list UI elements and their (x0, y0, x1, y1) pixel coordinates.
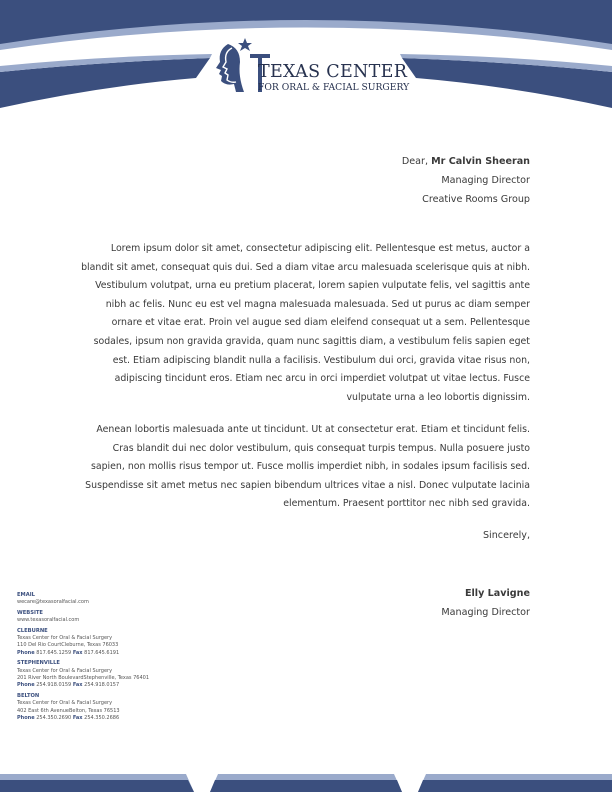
body-paragraph-1: Lorem ipsum dolor sit amet, consectetur adipiscing elit. Pellentesque est metus, auctor a blandit sit amet, consequat quis dui. Sed a diam vitae arcu malesuada scelerisque quis at nibh. Vestibulum volutpat, urna eu pretium placerat, lorem sapien vulputate felis, vel sagittis ante nibh ac felis. Nunc eu est vel magna malesuada malesuada. Sed ut purus ac diam semper ornare et vitae erat. Proin vel augue sed diam eleifend consequat ut a sem. Pellentesque sodales, ipsum non gravida gravida, quam nunc sagittis diam, a vestibulum felis sapien eget est. Etiam adipiscing blandit nulla a facilisis. Vestibulum dui orci, gravida vitae risus non, adipiscing tincidunt eros. Etiam nec arcu in orci imperdiet volutpat ut vitae lectus. Fusce vulputate urna a leo lobortis dignissim. (81, 243, 530, 403)
fax-value: 254.918.0157 (84, 682, 120, 689)
office-name: CLEBURNE (17, 627, 48, 634)
email-value[interactable]: wecare@texasoralfacial.com (17, 599, 89, 606)
office-phone-line (17, 650, 197, 657)
office-line1: Texas Center for Oral & Facial Surgery (17, 700, 113, 707)
website-value[interactable]: www.texasoralfacial.com (17, 617, 80, 624)
fax-label: Fax (72, 715, 83, 722)
phone-label: Phone (17, 682, 35, 689)
office-line2: 402 East 6th AvenueBelton, Texas 76513 (17, 707, 120, 714)
recipient-company: Creative Rooms Group (422, 194, 530, 205)
office-stephenville (17, 660, 197, 690)
office-belton (17, 693, 197, 723)
phone-value: 254.350.2690 (36, 715, 72, 722)
phone-value: 254.918.0159 (36, 682, 72, 689)
phone-label: Phone (17, 649, 35, 656)
recipient-title: Managing Director (441, 175, 530, 186)
phone-value: 817.645.1259 (36, 649, 72, 656)
fax-label: Fax (72, 649, 83, 656)
fax-label: Fax (72, 682, 83, 689)
signer-block (441, 584, 530, 622)
office-line1: Texas Center for Oral & Facial Surgery (17, 635, 113, 642)
phone-label: Phone (17, 715, 35, 722)
salutation: Dear, (401, 156, 429, 167)
office-line2: 110 Del Rio CourtCleburne, Texas 76033 (17, 642, 119, 649)
office-name: STEPHENVILLE (17, 660, 60, 667)
website-label: WEBSITE (17, 609, 43, 616)
fax-value: 254.350.2686 (84, 715, 120, 722)
body-paragraph-2: Aenean lobortis malesuada ante ut tincidunt. Ut at consectetur erat. Etiam et tincidunt felis. Cras blandit dui nec dolor vestibulum, quis consequat turpis tempus. Nulla posuere justo sapien, non mollis risus tempor ut. Fusce mollis imperdiet nibh, in sodales ipsum facilisis sed. Suspendisse sit amet metus nec sapien bibendum ultrices vitae a nisl. Donec vulputate lacinia elementum. Praesent porttitor nec nibh sed gravida. (85, 424, 530, 510)
footer-bars (0, 768, 612, 792)
email-label: EMAIL (17, 592, 35, 598)
office-line1: Texas Center for Oral & Facial Surgery (17, 667, 113, 674)
office-phone-line (17, 715, 197, 722)
logo-title: TEXAS CENTER (258, 62, 408, 82)
office-line2: 201 River North BoulevardStephenville, Texas 76401 (17, 675, 150, 682)
closing: Sincerely, (482, 530, 530, 541)
contact-info (17, 592, 197, 726)
recipient-block (402, 152, 530, 209)
signer-title: Managing Director (441, 607, 530, 618)
recipient-name: Mr Calvin Sheeran (431, 156, 530, 167)
fax-value: 817.645.6191 (84, 649, 120, 656)
email-group (17, 592, 197, 607)
office-name: BELTON (17, 692, 40, 699)
signer-name: Elly Lavigne (464, 588, 530, 599)
logo-subtitle: FOR ORAL & FACIAL SURGERY (258, 82, 410, 93)
office-cleburne (17, 628, 197, 658)
recipient-salutation-line (402, 152, 530, 171)
office-phone-line (17, 682, 197, 689)
website-group (17, 610, 197, 625)
